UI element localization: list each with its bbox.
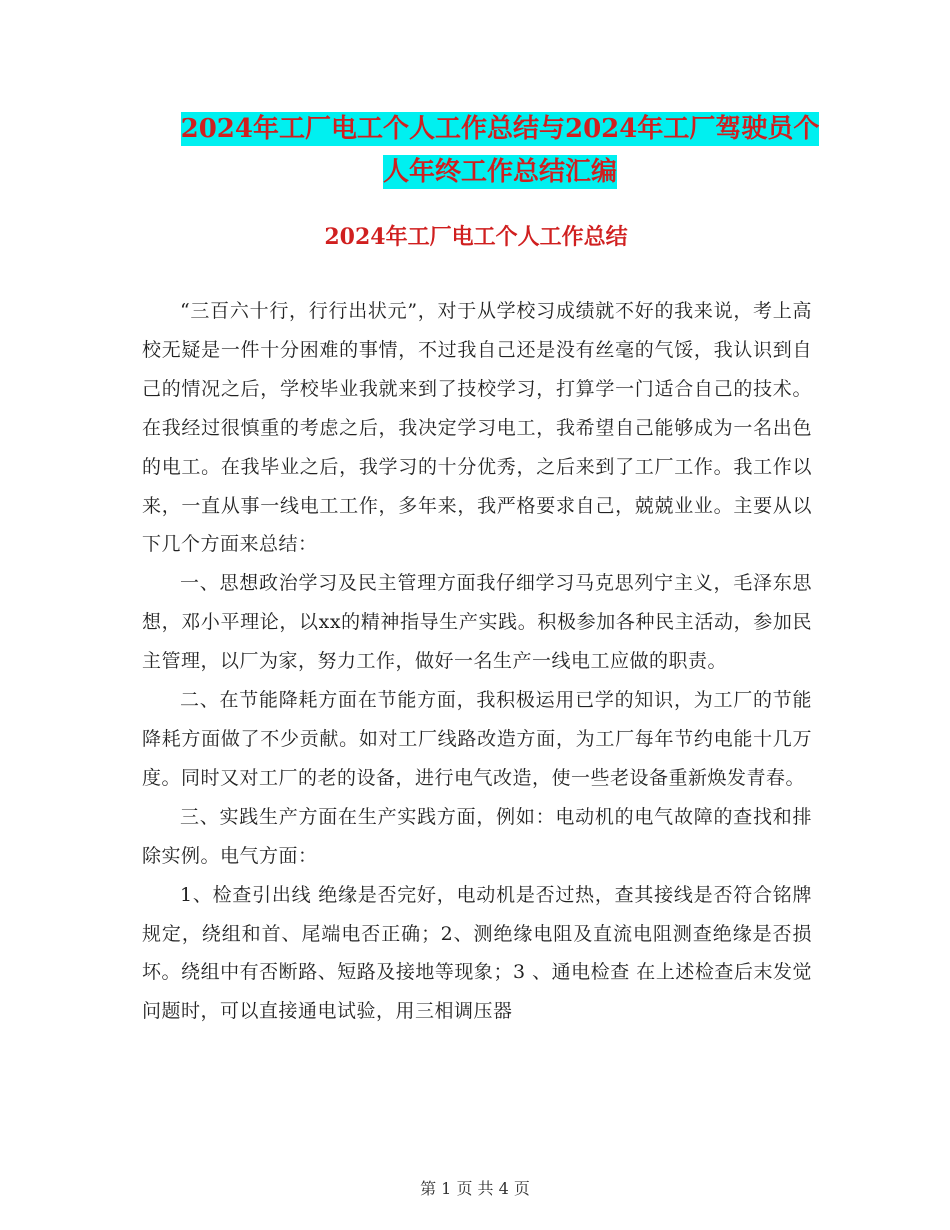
title-line-2: 人年终工作总结汇编	[382, 157, 617, 187]
document-body	[142, 292, 812, 1031]
section-title: 2024年工厂电工个人工作总结	[324, 224, 628, 250]
document-title	[140, 108, 860, 194]
paragraph-intro: “三百六十行，行行出状元”，对于从学校习成绩就不好的我来说，考上高校无疑是一件十分困难的事情，不过我自己还是没有丝毫的气馁，我认识到自己的情况之后，学校毕业我就来到了技校学习，打算学一门适合自己的技术。在我经过很慎重的考虑之后，我决定学习电工，我希望自己能够成为一名出色的电工。在我毕业之后，我学习的十分优秀，之后来到了工厂工作。我工作以来，一直从事一线电工工作，多年来，我严格要求自己，兢兢业业。主要从以下几个方面来总结：	[142, 300, 812, 556]
title-line-1: 2024年工厂电工个人工作总结与2024年工厂驾驶员个	[180, 114, 820, 144]
page-footer: 第 1 页 共 4 页	[420, 1179, 530, 1198]
paragraph-energy: 二、在节能降耗方面在节能方面，我积极运用已学的知识，为工厂的节能降耗方面做了不少贡献。如对工厂线路改造方面，为工厂每年节约电能十几万度。同时又对工厂的老的设备，进行电气改造，使一些老设备重新焕发青春。	[142, 689, 812, 789]
paragraph-politics: 一、思想政治学习及民主管理方面我仔细学习马克思列宁主义，毛泽东思想，邓小平理论，以xx的精神指导生产实践。积极参加各种民主活动，参加民主管理，以厂为家，努力工作，做好一名生产一线电工应做的职责。	[142, 572, 812, 673]
paragraph-practice: 三、实践生产方面在生产实践方面，例如：电动机的电气故障的查找和排除实例。电气方面：	[142, 805, 812, 867]
paragraph-steps: 1、检查引出线 绝缘是否完好，电动机是否过热，查其接线是否符合铭牌规定，绕组和首、尾端电否正确；2、测绝缘电阻及直流电阻测查绝缘是否损坏。绕组中有否断路、短路及接地等现象；3 、通电检查 在上述检查后末发觉问题时，可以直接通电试验，用三相调压器	[142, 883, 812, 1023]
